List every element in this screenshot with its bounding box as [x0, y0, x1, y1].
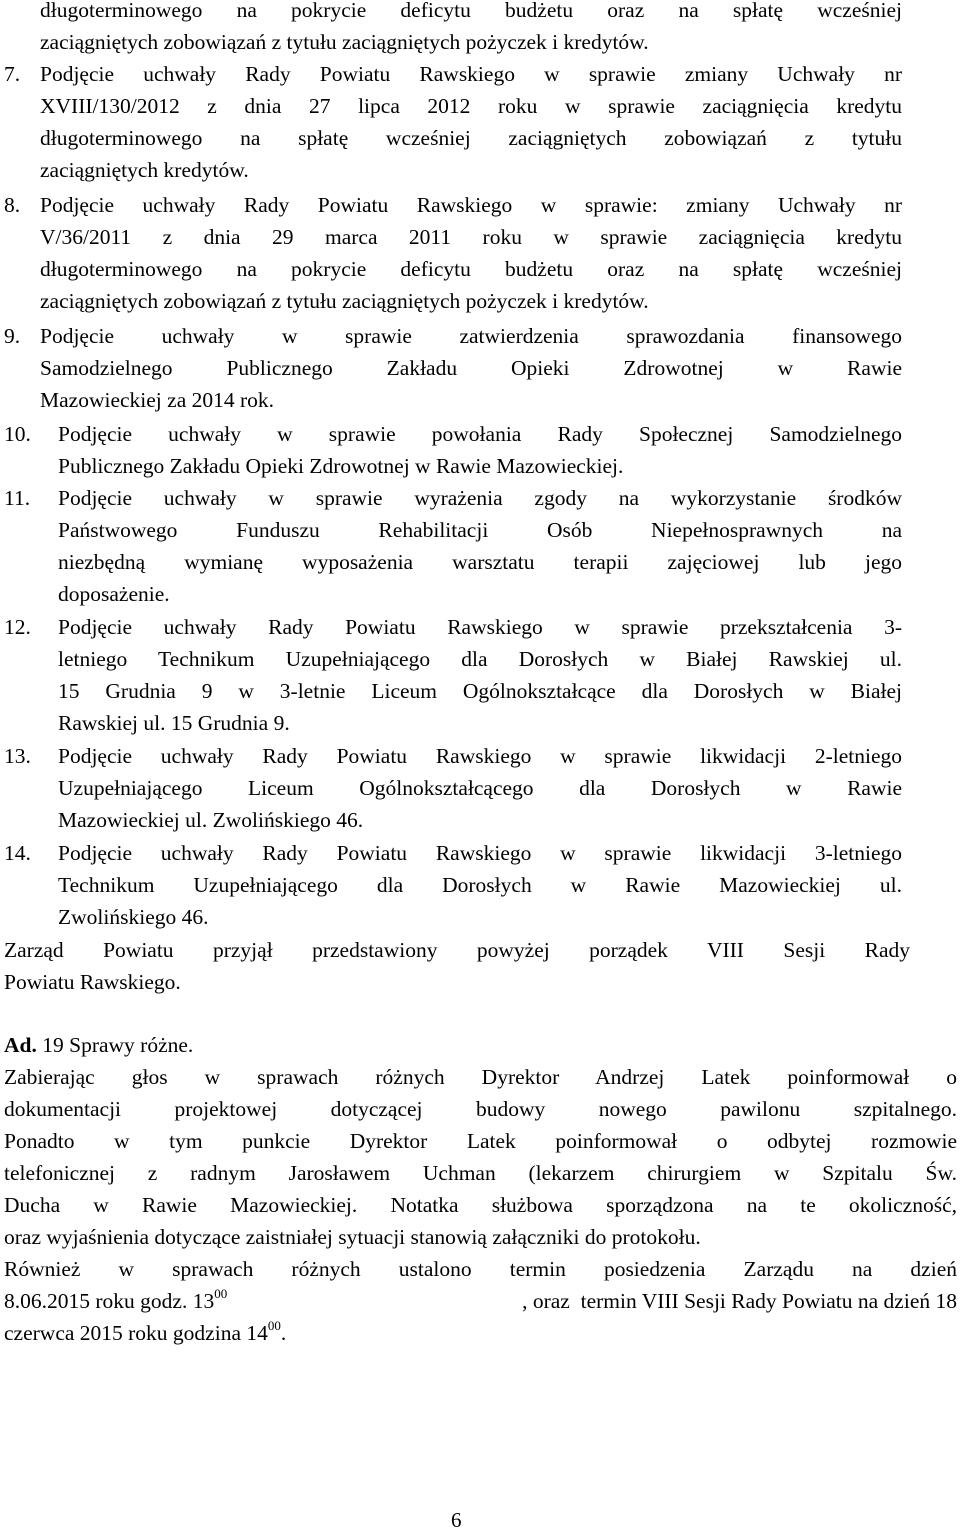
item-line: niezbędną wymianę wyposażenia warsztatu terapii zajęciowej lub jego [58, 550, 902, 574]
paragraph-line: Ponadto w tym punkcie Dyrektor Latek poinformował o odbytej rozmowie [4, 1129, 957, 1153]
paragraph-line: czerwca 2015 roku godzina $14^{00}$. [4, 1317, 287, 1345]
item-line: Mazowieckiej ul. Zwolińskiego 46. [58, 808, 364, 832]
item-line: zaciągniętych kredytów. [40, 158, 249, 182]
item-line: 15 Grudnia 9 w 3-letnie Liceum Ogólnokształcące dla Dorosłych w Białej [58, 679, 902, 703]
ad-title: Sprawy różne. [69, 1033, 194, 1057]
item-number: 14. [4, 841, 31, 865]
item-line: zaciągniętych zobowiązań z tytułu zaciągniętych pożyczek i kredytów. [40, 289, 649, 313]
page-number: 6 [451, 1508, 462, 1532]
item-line: doposażenie. [58, 582, 170, 606]
item-line: Podjęcie uchwały Rady Powiatu Rawskiego w sprawie: zmiany Uchwały nr [40, 193, 902, 217]
item-line: Podjęcie uchwały Rady Powiatu Rawskiego w sprawie likwidacji 3-letniego [58, 841, 902, 865]
item-line: Rawskiej ul. 15 Grudnia 9. [58, 711, 290, 735]
ad-number: 19 [42, 1033, 64, 1057]
item-line: Państwowego Funduszu Rehabilitacji Osób Niepełnosprawnych na [58, 518, 902, 542]
item-line: Podjęcie uchwały w sprawie wyrażenia zgody na wykorzystanie środków [58, 486, 902, 510]
item-line: Podjęcie uchwały Rady Powiatu Rawskiego w sprawie likwidacji 2-letniego [58, 744, 902, 768]
item-number: 8. [4, 193, 21, 217]
paragraph-line [4, 1285, 957, 1317]
ad-label: Ad. [4, 1033, 37, 1057]
item-line: Samodzielnego Publicznego Zakładu Opieki Zdrowotnej w Rawie [40, 356, 902, 380]
item-line: Podjęcie uchwały w sprawie powołania Rady Społecznej Samodzielnego [58, 422, 902, 446]
paragraph-line: oraz wyjaśnienia dotyczące zaistniałej sytuacji stanowią załączniki do protokołu. [4, 1225, 701, 1249]
item-line: długoterminowego na spłatę wcześniej zaciągniętych zobowiązań z tytułu [40, 126, 902, 150]
item-number: 13. [4, 744, 31, 768]
paragraph-line: dokumentacji projektowej dotyczącej budowy nowego pawilonu szpitalnego. [4, 1097, 957, 1121]
summary-line: Powiatu Rawskiego. [4, 970, 181, 994]
paragraph-line: Ducha w Rawie Mazowieckiej. Notatka służbowa sporządzona na te okoliczność, [4, 1193, 957, 1217]
item-line: długoterminowego na pokrycie deficytu budżetu oraz na spłatę wcześniej [40, 257, 902, 281]
item-number: 10. [4, 422, 31, 446]
date-time-text: 8.06.2015 roku godz. $13^{00}$ [4, 1285, 228, 1313]
continuation-line: długoterminowego na pokrycie deficytu budżetu oraz na spłatę wcześniej [40, 0, 902, 22]
paragraph-line: telefonicznej z radnym Jarosławem Uchman (lekarzem chirurgiem w Szpitalu Św. [4, 1161, 957, 1185]
paragraph-line: Również w sprawach różnych ustalono termin posiedzenia Zarządu na dzień [4, 1257, 957, 1281]
item-line: Uzupełniającego Liceum Ogólnokształcącego dla Dorosłych w Rawie [58, 776, 902, 800]
item-number: 12. [4, 615, 31, 639]
session-text: , oraz termin VIII Sesji Rady Powiatu na dzień 18 [522, 1289, 957, 1313]
item-number: 7. [4, 62, 21, 86]
item-line: Podjęcie uchwały Rady Powiatu Rawskiego w sprawie przekształcenia 3- [58, 615, 902, 639]
item-line: letniego Technikum Uzupełniającego dla Dorosłych w Białej Rawskiej ul. [58, 647, 902, 671]
item-line: Podjęcie uchwały Rady Powiatu Rawskiego w sprawie zmiany Uchwały nr [40, 62, 902, 86]
item-line: Publicznego Zakładu Opieki Zdrowotnej w Rawie Mazowieckiej. [58, 454, 624, 478]
item-line: Mazowieckiej za 2014 rok. [40, 388, 275, 412]
item-line: V/36/2011 z dnia 29 marca 2011 roku w sprawie zaciągnięcia kredytu [40, 225, 902, 249]
summary-line: Zarząd Powiatu przyjął przedstawiony powyżej porządek VIII Sesji Rady [4, 938, 910, 962]
item-line: Podjęcie uchwały w sprawie zatwierdzenia sprawozdania finansowego [40, 324, 902, 348]
paragraph-line: Zabierając głos w sprawach różnych Dyrektor Andrzej Latek poinformował o [4, 1065, 957, 1089]
item-line: Technikum Uzupełniającego dla Dorosłych w Rawie Mazowieckiej ul. [58, 873, 902, 897]
item-line: XVIII/130/2012 z dnia 27 lipca 2012 roku w sprawie zaciągnięcia kredytu [40, 94, 902, 118]
section-heading [4, 1029, 193, 1061]
item-number: 11. [4, 486, 31, 510]
item-number: 9. [4, 324, 21, 348]
continuation-line: zaciągniętych zobowiązań z tytułu zaciągniętych pożyczek i kredytów. [40, 30, 649, 54]
item-line: Zwolińskiego 46. [58, 905, 209, 929]
